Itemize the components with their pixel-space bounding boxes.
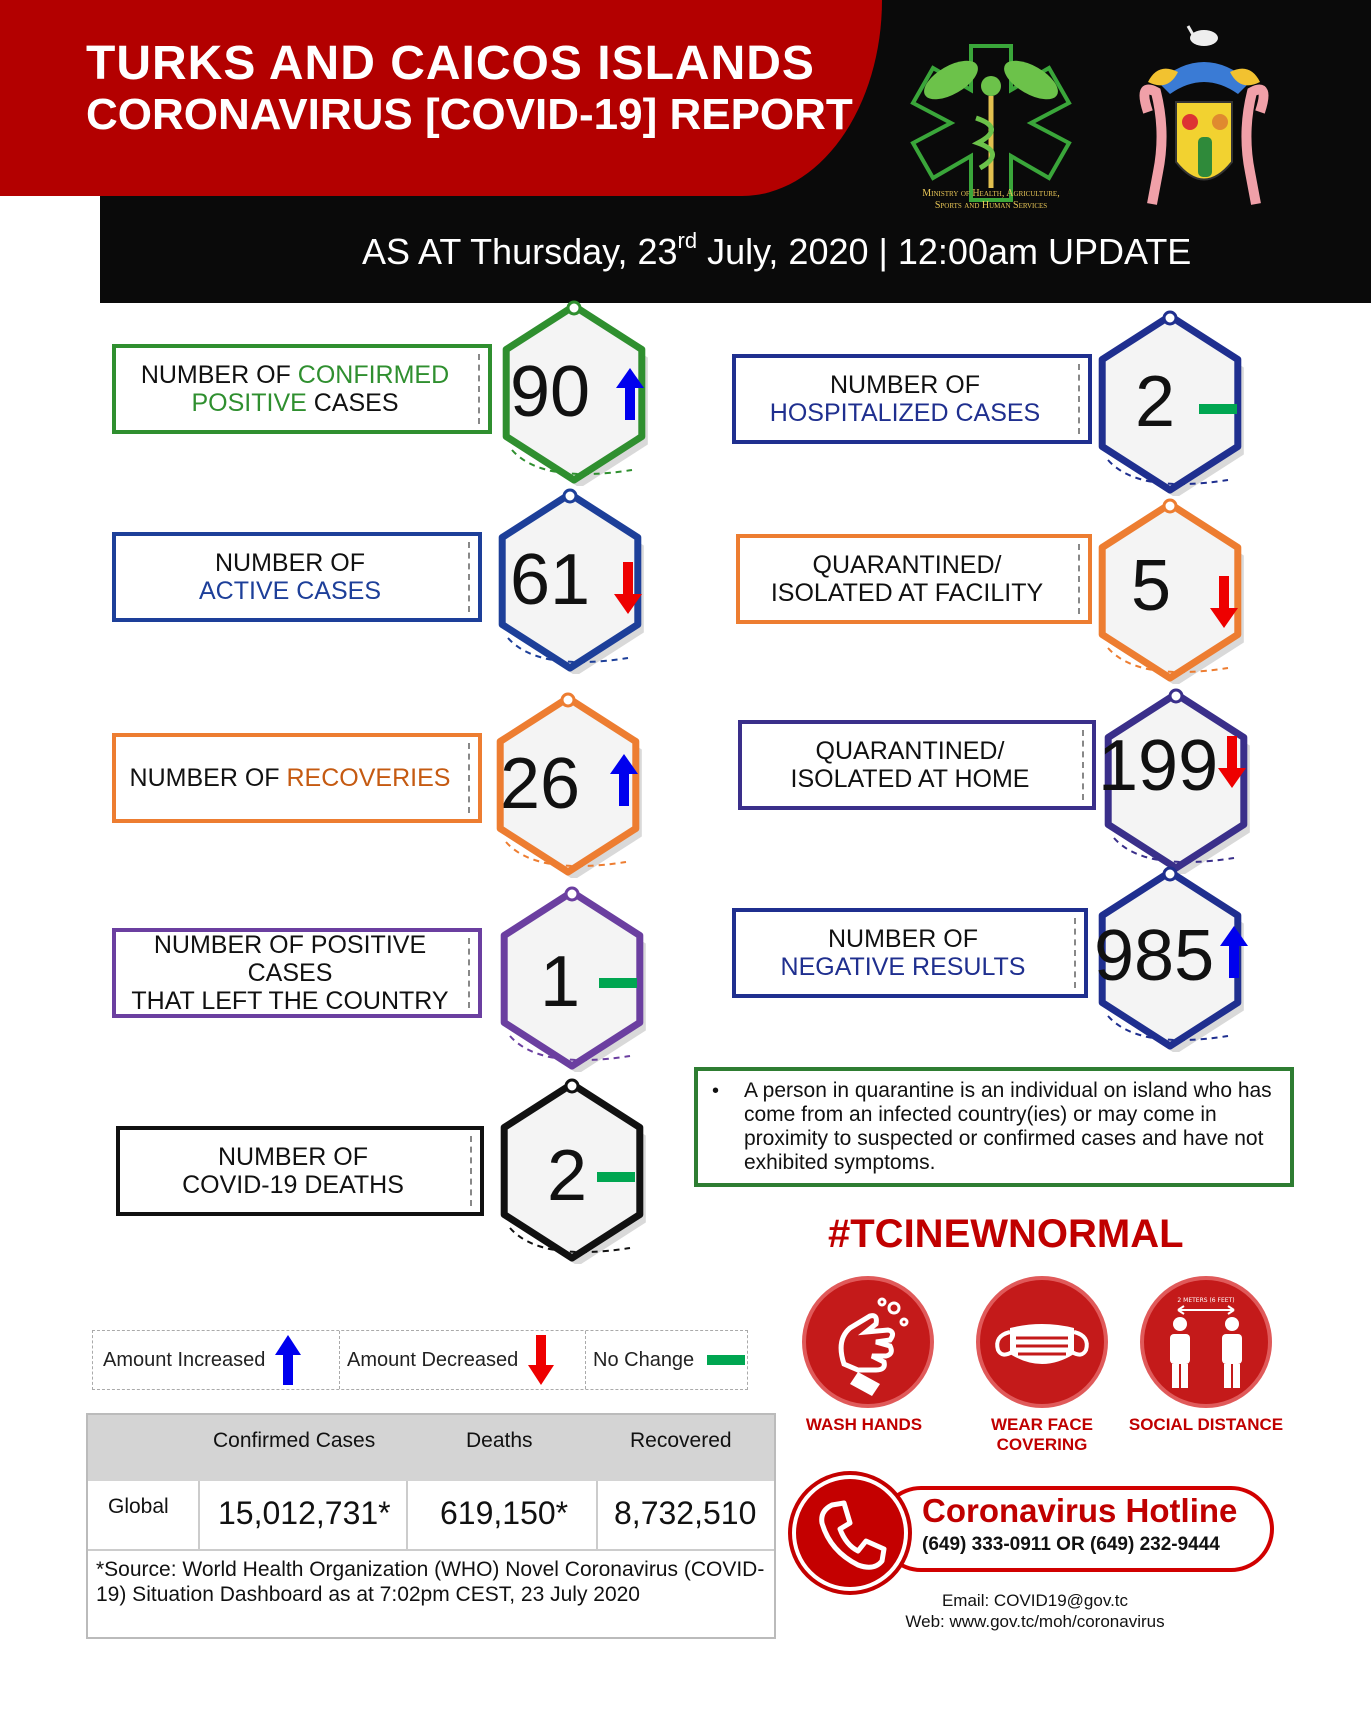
stat-value: 61	[509, 540, 591, 620]
stat-label-line2	[141, 389, 449, 417]
stat-label-line2	[182, 1171, 404, 1199]
stat-label	[182, 1143, 404, 1199]
trend-indicator	[612, 560, 644, 621]
trend-indicator	[614, 366, 646, 427]
stat-value: 985	[1094, 916, 1215, 996]
stat-label-line2	[770, 399, 1040, 427]
report-date-ordinal: rd	[677, 228, 698, 253]
face-mask-icon	[976, 1276, 1108, 1408]
stat-label-line1	[770, 371, 1040, 399]
legend-decreased	[347, 1331, 556, 1389]
tip-label-social-distance: SOCIAL DISTANCE	[1128, 1415, 1284, 1434]
stat-label-line1	[130, 764, 451, 792]
tip-label-face-covering: WEAR FACE COVERING	[991, 1415, 1093, 1454]
page-subtitle: CORONAVIRUS [COVID-19] REPORT	[86, 90, 853, 139]
stat-label-box	[112, 733, 482, 823]
stat-label-line1	[771, 551, 1043, 579]
phone-icon	[792, 1475, 908, 1591]
stat-value: 1	[539, 942, 581, 1022]
wash-hands-glyph	[806, 1280, 930, 1404]
trend-indicator	[596, 1170, 636, 1189]
line2-acc: NEGATIVE RESULTS	[780, 953, 1026, 981]
arrow-up-icon	[1218, 924, 1250, 980]
line1-pre: NUMBER OF	[140, 361, 298, 389]
line1-pre: QUARANTINED/	[815, 737, 1005, 765]
trend-indicator	[1218, 924, 1250, 985]
table-divider	[596, 1481, 598, 1551]
stat-label-line2	[781, 953, 1026, 981]
stat-label	[199, 549, 381, 605]
stat-label-line1	[116, 931, 464, 987]
report-date-suffix: July, 2020 | 12:00am UPDATE	[697, 231, 1192, 272]
dash-icon	[598, 976, 638, 990]
column-header-deaths: Deaths	[466, 1429, 533, 1452]
ministry-name-line2: Sports and Human Services	[934, 200, 1048, 211]
stat-label-line1	[791, 737, 1030, 765]
contact-web[interactable]: Web: www.gov.tc/moh/coronavirus	[905, 1612, 1165, 1631]
stat-label-box	[116, 1126, 484, 1216]
stat-value: 5	[1130, 546, 1172, 626]
stat-label-box	[732, 354, 1092, 444]
distance-sign-text: 2 METERS (6 FEET)	[1177, 1297, 1235, 1304]
stat-label-box	[112, 928, 482, 1018]
arrow-up-icon	[608, 752, 640, 808]
arrow-down-icon	[1216, 734, 1248, 790]
trend-indicator	[598, 976, 638, 995]
stat-value: 90	[509, 352, 591, 432]
hotline-numbers[interactable]: (649) 333-0911 OR (649) 232-9444	[922, 1534, 1220, 1555]
report-date-prefix: AS AT Thursday, 23	[362, 231, 678, 272]
arrow-up-icon	[273, 1333, 303, 1387]
social-distance-glyph	[1144, 1280, 1268, 1404]
column-header-recovered: Recovered	[630, 1429, 732, 1452]
stat-label-line2	[116, 987, 464, 1015]
wash-hands-icon	[802, 1276, 934, 1408]
campaign-hashtag: #TCINEWNORMAL	[828, 1212, 1184, 1256]
line1-pre: QUARANTINED/	[812, 551, 1002, 579]
dash-icon	[1198, 402, 1238, 416]
table-divider	[406, 1481, 408, 1551]
line2-post: COVID-19 DEATHS	[182, 1171, 404, 1199]
row-label-global: Global	[108, 1495, 169, 1518]
quarantine-note	[694, 1067, 1294, 1187]
stat-label-box	[738, 720, 1096, 810]
stat-label-box	[736, 534, 1092, 624]
line2-post: THAT LEFT THE COUNTRY	[131, 987, 449, 1015]
dash-icon	[596, 1170, 636, 1184]
stat-value: 199	[1098, 726, 1219, 806]
line2-post: ISOLATED AT HOME	[790, 765, 1030, 793]
arrow-up-icon	[614, 366, 646, 422]
line1-acc: CONFIRMED	[297, 361, 450, 389]
legend-divider	[585, 1331, 586, 1389]
coat-of-arms-icon	[1118, 22, 1290, 214]
arrow-down-icon	[612, 560, 644, 616]
table-divider	[198, 1481, 200, 1551]
report-date	[362, 228, 1191, 273]
global-recovered: 8,732,510	[614, 1495, 757, 1531]
legend-no-change-label: No Change	[593, 1348, 695, 1371]
face-mask-glyph	[980, 1280, 1104, 1404]
global-confirmed: 15,012,731*	[218, 1495, 391, 1531]
quarantine-note-text: A person in quarantine is an individual on island who has come from an infected country(ies) or may come in proximity to suspected or confirmed cases and have not exhibited symptoms.	[744, 1079, 1272, 1174]
stat-label	[771, 551, 1043, 607]
legend-no-change	[593, 1331, 746, 1389]
stat-value: 26	[499, 744, 581, 824]
trend-legend	[92, 1330, 748, 1390]
line1-pre: NUMBER OF	[129, 764, 287, 792]
stat-label-line2	[771, 579, 1043, 607]
stat-label-line2	[791, 765, 1030, 793]
stat-label-box	[112, 532, 482, 622]
social-distance-icon	[1140, 1276, 1272, 1408]
legend-increased-label: Amount Increased	[103, 1348, 266, 1371]
line1-pre: NUMBER OF	[830, 371, 980, 399]
line1-pre: NUMBER OF POSITIVE CASES	[153, 931, 427, 987]
data-source-note: *Source: World Health Organization (WHO) Novel Coronavirus (COVID-19) Situation Dashboard as at 7:02pm CEST, 23 July 2020	[96, 1558, 765, 1606]
stat-label-line1	[781, 925, 1026, 953]
stat-label	[781, 925, 1026, 981]
line2-acc: POSITIVE	[191, 389, 307, 417]
hotline-title: Coronavirus Hotline	[922, 1492, 1238, 1529]
dash-icon	[706, 1353, 746, 1367]
line1-pre: NUMBER OF	[828, 925, 978, 953]
phone-glyph	[796, 1479, 904, 1587]
stat-label	[791, 737, 1030, 793]
stat-label	[116, 931, 464, 1015]
line1-pre: NUMBER OF	[215, 549, 365, 577]
ministry-name-line1: Ministry of Health, Agriculture,	[922, 188, 1060, 199]
trend-indicator	[1216, 734, 1248, 795]
trend-indicator	[1198, 402, 1238, 421]
stat-value: 2	[546, 1136, 588, 1216]
stat-label-line1	[182, 1143, 404, 1171]
bullet-icon: •	[712, 1080, 720, 1102]
trend-indicator	[608, 752, 640, 813]
trend-indicator	[1208, 574, 1240, 635]
legend-increased	[103, 1331, 303, 1389]
stat-label-line1	[199, 549, 381, 577]
legend-decreased-label: Amount Decreased	[347, 1348, 519, 1371]
line2-post: ISOLATED AT FACILITY	[770, 579, 1044, 607]
stat-value: 2	[1134, 362, 1176, 442]
line2-acc: HOSPITALIZED CASES	[769, 399, 1041, 427]
stat-label-box	[112, 344, 492, 434]
tip-label-wash-hands: WASH HANDS	[805, 1415, 923, 1434]
global-deaths: 619,150*	[440, 1495, 569, 1531]
stat-label-box	[732, 908, 1088, 998]
line1-acc: RECOVERIES	[286, 764, 451, 792]
arrow-down-icon	[1208, 574, 1240, 630]
column-header-confirmed: Confirmed Cases	[213, 1429, 376, 1452]
table-header	[88, 1415, 774, 1481]
stat-label	[770, 371, 1040, 427]
stat-label	[141, 361, 449, 417]
line1-pre: NUMBER OF	[218, 1143, 368, 1171]
table-row	[88, 1481, 774, 1551]
stat-label-line2	[199, 577, 381, 605]
line2-post: CASES	[306, 389, 399, 417]
ministry-name	[888, 188, 1094, 212]
contact-email[interactable]: Email: COVID19@gov.tc	[941, 1591, 1129, 1610]
line2-acc: ACTIVE CASES	[199, 577, 381, 605]
stat-label-line1	[141, 361, 449, 389]
global-stats-table	[86, 1413, 776, 1639]
stat-label	[130, 764, 451, 792]
page-title: TURKS AND CAICOS ISLANDS	[86, 37, 815, 90]
legend-divider	[339, 1331, 340, 1389]
arrow-down-icon	[526, 1333, 556, 1387]
